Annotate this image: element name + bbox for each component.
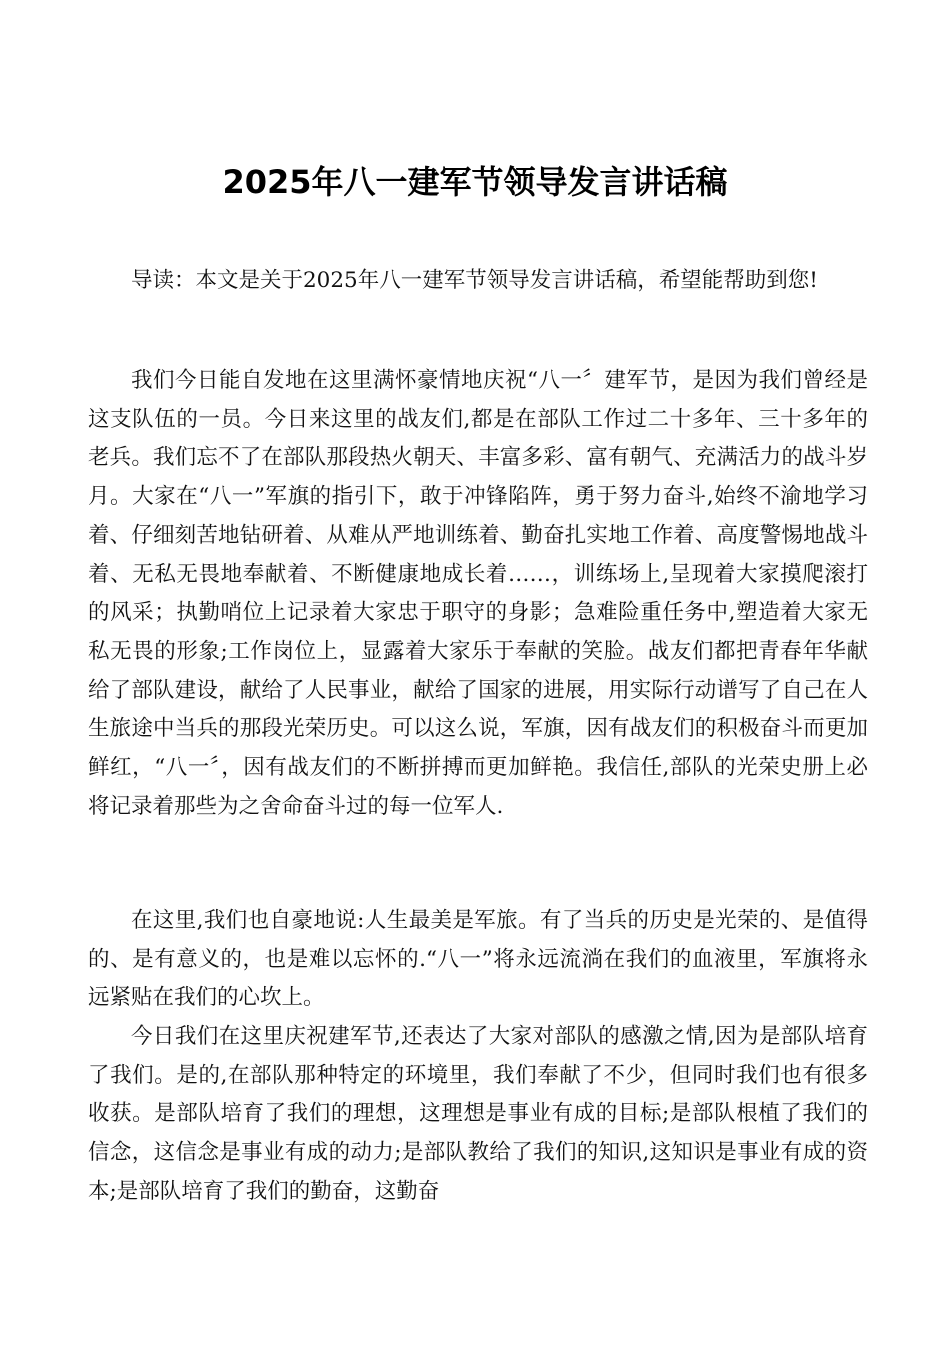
intro-paragraph: 导读：本文是关于2025年八一建军节领导发言讲话稿，希望能帮助到您!: [131, 268, 818, 293]
document-title: 2025年八一建军节领导发言讲话稿: [222, 163, 728, 201]
body-paragraph-2: 在这里,我们也自豪地说:人生最美是军旅。有了当兵的历史是光荣的、是值得的、是有意义的，也是难以忘怀的.“八一”将永远流淌在我们的血液里，军旗将永远紧贴在我们的心坎上。: [88, 908, 868, 1011]
body-paragraph-3: 今日我们在这里庆祝建军节,还表达了大家对部队的感激之情,因为是部队培育了我们。是的,在部队那种特定的环境里，我们奉献了不少，但同时我们也有很多收获。是部队培育了我们的理想，这理想是事业有成的目标;是部队根植了我们的信念，这信念是事业有成的动力;是部队教给了我们的知识,这知识是事业有成的资本;是部队培育了我们的勤奋，这勤奋: [88, 1024, 868, 1204]
body-paragraph-1: 我们今日能自发地在这里满怀豪情地庆祝“八一〞建军节，是因为我们曾经是这支队伍的一员。今日来这里的战友们,都是在部队工作过二十多年、三十多年的老兵。我们忘不了在部队那段热火朝天、丰富多彩、富有朝气、充满活力的战斗岁月。大家在“八一”军旗的指引下，敢于冲锋陷阵，勇于努力奋斗,始终不渝地学习着、仔细刻苦地钻研着、从难从严地训练着、勤奋扎实地工作着、高度警惕地战斗着、无私无畏地奉献着、不断健康地成长着……，训练场上,呈现着大家摸爬滚打的风采；执勤哨位上记录着大家忠于职守的身影；急难险重任务中,塑造着大家无私无畏的形象;工作岗位上，显露着大家乐于奉献的笑脸。战友们都把青春年华献给了部队建设，献给了人民事业，献给了国家的进展，用实际行动谱写了自己在人生旅途中当兵的那段光荣历史。可以这么说，军旗，因有战友们的积极奋斗而更加鲜红，“八一〞，因有战友们的不断拼搏而更加鲜艳。我信任,部队的光荣史册上必将记录着那些为之舍命奋斗过的每一位军人.: [88, 368, 868, 819]
